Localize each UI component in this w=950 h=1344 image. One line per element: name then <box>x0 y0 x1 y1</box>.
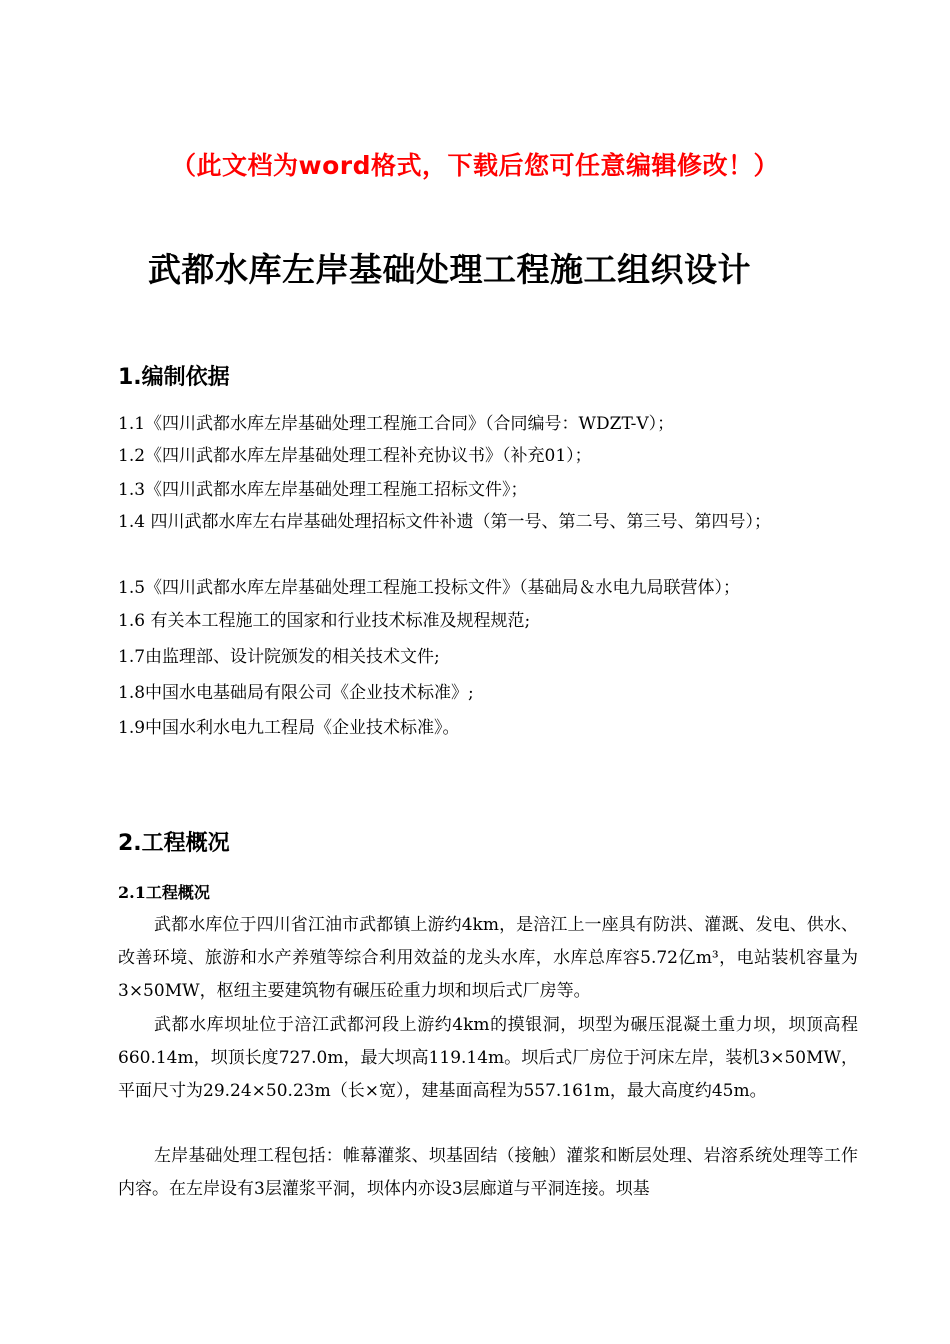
reference-item-9: 1.9中国水利水电九工程局《企业技术标准》。 <box>118 718 460 738</box>
section-1-heading: 1.编制依据 <box>118 365 230 390</box>
reference-item-5: 1.5《四川武都水库左岸基础处理工程施工投标文件》（基础局＆水电九局联营体）； <box>118 578 741 598</box>
overview-paragraph-1: 武都水库位于四川省江油市武都镇上游约4km，是涪江上一座具有防洪、灌溉、发电、供水、改善环境、旅游和水产养殖等综合利用效益的龙头水库，水库总库容5.72亿m³，电站装机容量为3×50MW，枢纽主要建筑物有碾压砼重力坝和坝后式厂房等。 <box>118 915 858 1001</box>
document-title: 武都水库左岸基础处理工程施工组织设计 <box>148 250 751 289</box>
reference-item-2: 1.2《四川武都水库左岸基础处理工程补充协议书》（补充01）； <box>118 446 592 466</box>
editable-notice: （此文档为word格式，下载后您可任意编辑修改！） <box>171 151 779 180</box>
overview-paragraph-3: 左岸基础处理工程包括：帷幕灌浆、坝基固结（接触）灌浆和断层处理、岩溶系统处理等工作内容。在左岸设有3层灌浆平洞，坝体内亦设3层廊道与平洞连接。坝基 <box>118 1146 858 1199</box>
overview-paragraph-2: 武都水库坝址位于涪江武都河段上游约4km的摸银洞，坝型为碾压混凝土重力坝，坝顶高程660.14m，坝顶长度727.0m，最大坝高119.14m。坝后式厂房位于河床左岸，装机3×50MW，平面尺寸为29.24×50.23m（长×宽），建基面高程为557.161m，最大高度约45m。 <box>118 1015 858 1101</box>
subsection-2-1-heading: 2.1工程概况 <box>118 883 210 902</box>
reference-item-3: 1.3《四川武都水库左岸基础处理工程施工招标文件》； <box>118 480 528 500</box>
reference-item-6: 1.6 有关本工程施工的国家和行业技术标准及规程规范; <box>118 611 531 631</box>
reference-item-7: 1.7由监理部、设计院颁发的相关技术文件; <box>118 647 440 667</box>
reference-item-8: 1.8中国水电基础局有限公司《企业技术标准》; <box>118 683 474 703</box>
reference-item-4: 1.4 四川武都水库左右岸基础处理招标文件补遗（第一号、第二号、第三号、第四号）； <box>118 512 771 532</box>
section-2-heading: 2.工程概况 <box>118 831 230 856</box>
reference-item-1: 1.1《四川武都水库左岸基础处理工程施工合同》（合同编号：WDZT-Ⅴ）； <box>118 414 675 434</box>
